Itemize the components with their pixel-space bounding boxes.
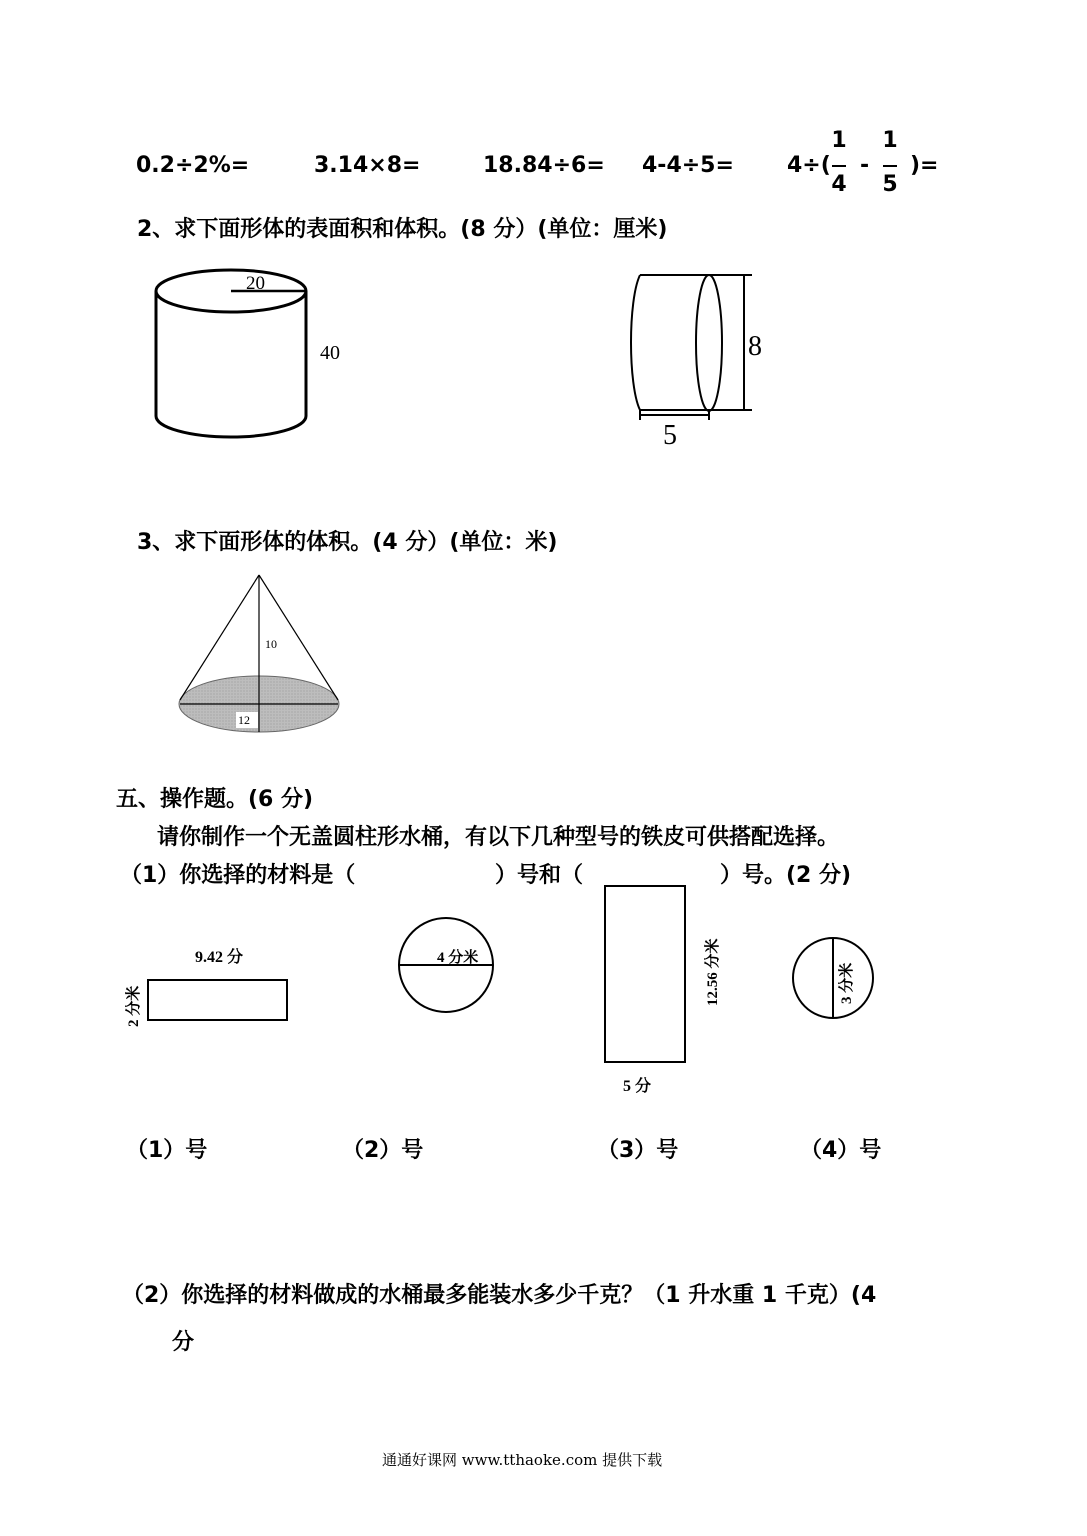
lying-cylinder-figure xyxy=(631,275,752,420)
question-3-title: 3、求下面形体的体积。(4 分）(单位：米) xyxy=(137,530,558,555)
material-3-height-label: 12.56 分米 xyxy=(705,938,721,1006)
calc-expression-5-prefix: 4÷( xyxy=(787,153,831,178)
section-5-title: 五、操作题。(6 分) xyxy=(116,787,314,812)
calc-expression-5-suffix: )= xyxy=(910,153,939,178)
fraction-1-denominator: 4 xyxy=(831,172,847,197)
calc-expression-4: 4-4÷5= xyxy=(642,153,734,178)
fraction-2-denominator: 5 xyxy=(882,172,898,197)
cylinder-radius-label: 20 xyxy=(246,273,265,294)
material-1-rectangle xyxy=(148,980,287,1020)
cone-height-label: 10 xyxy=(265,637,277,651)
cylinder-figure xyxy=(156,270,306,437)
section-5-intro: 请你制作一个无盖圆柱形水桶，有以下几种型号的铁皮可供搭配选择。 xyxy=(157,825,840,850)
material-1-height-label: 2 分米 xyxy=(126,985,142,1027)
material-label-2: （2）号 xyxy=(342,1138,424,1163)
material-label-4: （4）号 xyxy=(800,1138,882,1163)
material-1-width-label: 9.42 分 xyxy=(195,949,244,966)
page-footer: 通通好课网 www.tthaoke.com 提供下载 xyxy=(382,1451,663,1469)
material-3-rectangle xyxy=(605,886,685,1062)
answer-blank-top-line xyxy=(607,885,684,887)
calc-expression-1: 0.2÷2%= xyxy=(136,153,250,178)
cone-diameter-label: 12 xyxy=(238,713,250,727)
cone-figure xyxy=(179,575,339,732)
calc-expression-3: 18.84÷6= xyxy=(483,153,605,178)
question-2-title: 2、求下面形体的表面积和体积。(8 分）(单位：厘米) xyxy=(137,217,668,242)
material-3-width-label: 5 分 xyxy=(623,1078,652,1095)
cylinder-height-label: 40 xyxy=(320,342,340,364)
lying-cylinder-length-label: 5 xyxy=(663,420,677,451)
material-4-diameter-label: 3 分米 xyxy=(839,962,855,1004)
section-5-q2-line1: （2）你选择的材料做成的水桶最多能装水多少千克？（1 升水重 1 千克）(4 xyxy=(122,1283,877,1308)
section-5-q1-part3: ）号。(2 分) xyxy=(720,863,852,888)
section-5-q2-line2: 分 xyxy=(172,1330,195,1355)
fraction-1-numerator: 1 xyxy=(831,128,847,153)
fraction-2-numerator: 1 xyxy=(882,128,898,153)
lying-cylinder-height-label: 8 xyxy=(748,331,762,362)
section-5-q1-part1: （1）你选择的材料是（ xyxy=(120,863,356,888)
calc-expression-2: 3.14×8= xyxy=(314,153,421,178)
material-label-3: （3）号 xyxy=(597,1138,679,1163)
material-label-1: （1）号 xyxy=(126,1138,208,1163)
minus-sign: - xyxy=(860,153,870,178)
material-2-radius-label: 4 分米 xyxy=(437,950,479,966)
section-5-q1-part2: ）号和（ xyxy=(495,863,584,888)
